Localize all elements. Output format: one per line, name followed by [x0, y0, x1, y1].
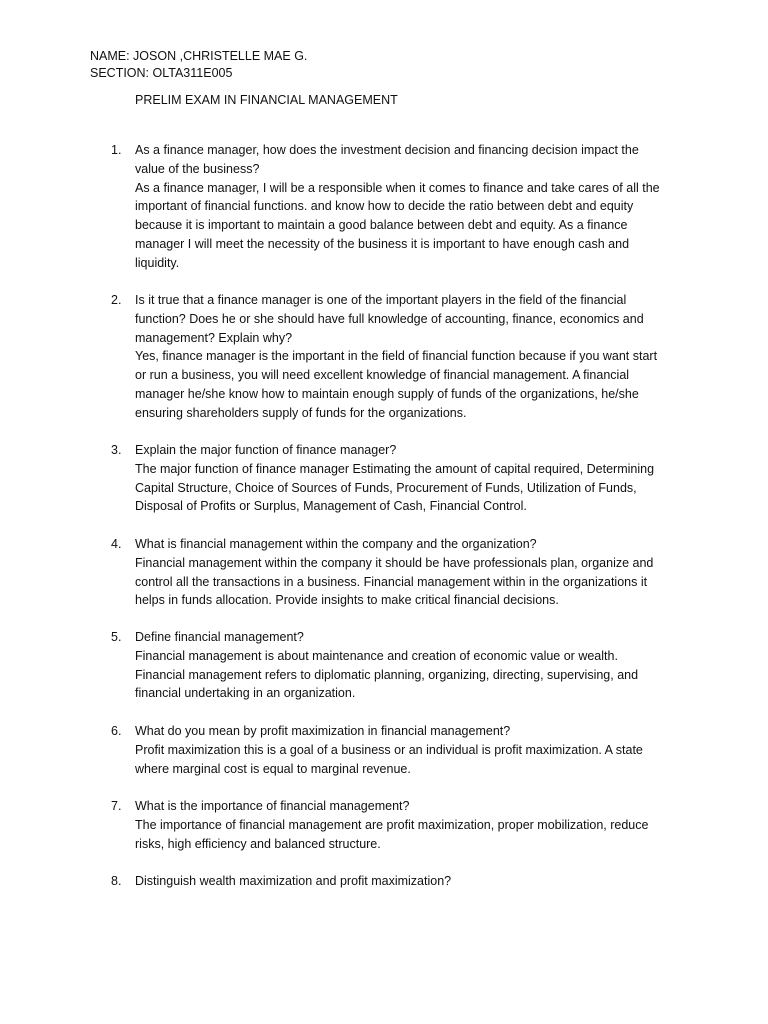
question-text: Distinguish wealth maximization and profit maximization?: [135, 874, 452, 888]
question-text: Is it true that a finance manager is one of the important players in the field of the financial function? Does he or she should have full knowledge of accounting, finance, economics and management? Explain why?: [135, 293, 644, 345]
question-text: Define financial management?: [135, 630, 304, 644]
item-number: 1.: [111, 143, 122, 157]
answer-text: Profit maximization this is a goal of a business or an individual is profit maximization. A state where marginal cost is equal to marginal revenue.: [135, 742, 643, 776]
question-text: What is financial management within the company and the organization?: [135, 537, 537, 551]
item-body: [135, 628, 675, 703]
answer-text: As a finance manager, I will be a responsible when it comes to finance and take cares of all the important of financial functions. and know how to decide the ratio between debt and equity because it is important to maintain a good balance between debt and equity. As a finance manager I will meet the necessity of the business it is important to have enough cash and liquidity.: [135, 180, 660, 270]
answer-text: Yes, finance manager is the important in the field of financial function because if you want start or run a business, you will need excellent knowledge of financial management. A financial manager he/she know how to maintain enough supply of funds of the organizations, he/she ensuring shareholders supply of funds for the organizations.: [135, 349, 658, 420]
item-body: [135, 797, 675, 853]
item-body: [135, 441, 675, 516]
question-text: Explain the major function of finance manager?: [135, 443, 397, 457]
item-number: 8.: [111, 874, 122, 888]
answer-text: Financial management is about maintenance and creation of economic value or wealth. Financial management refers to diplomatic planning, organizing, directing, supervising, and financial undertaking in an organization.: [135, 648, 639, 701]
student-info: [90, 48, 307, 82]
answer-text: The importance of financial management are profit maximization, proper mobilization, reduce risks, high efficiency and balanced structure.: [135, 817, 649, 851]
item-number: 2.: [111, 293, 122, 307]
item-number: 5.: [111, 630, 122, 644]
exam-title: PRELIM EXAM IN FINANCIAL MANAGEMENT: [135, 93, 398, 107]
item-body: [135, 291, 675, 423]
answer-text: The major function of finance manager Estimating the amount of capital required, Determining Capital Structure, Choice of Sources of Funds, Procurement of Funds, Utilization of Funds, Disposal of Profits or Surplus, Management of Cash, Financial Control.: [135, 461, 655, 514]
student-section: SECTION: OLTA311E005: [90, 66, 233, 80]
item-body: [135, 872, 675, 891]
item-body: [135, 535, 675, 610]
question-text: As a finance manager, how does the investment decision and financing decision impact the value of the business?: [135, 143, 639, 176]
student-name: NAME: JOSON ,CHRISTELLE MAE G.: [90, 49, 308, 63]
item-body: [135, 722, 675, 778]
question-text: What is the importance of financial management?: [135, 799, 410, 813]
item-number: 3.: [111, 443, 122, 457]
item-body: [135, 141, 675, 273]
answer-text: Financial management within the company it should be have professionals plan, organize and control all the transactions in a business. Financial management within in the organizations it helps in funds allocation. Provide insights to make critical financial decisions.: [135, 555, 654, 608]
item-number: 6.: [111, 724, 122, 738]
item-number: 7.: [111, 799, 122, 813]
question-text: What do you mean by profit maximization in financial management?: [135, 724, 511, 738]
item-number: 4.: [111, 537, 122, 551]
